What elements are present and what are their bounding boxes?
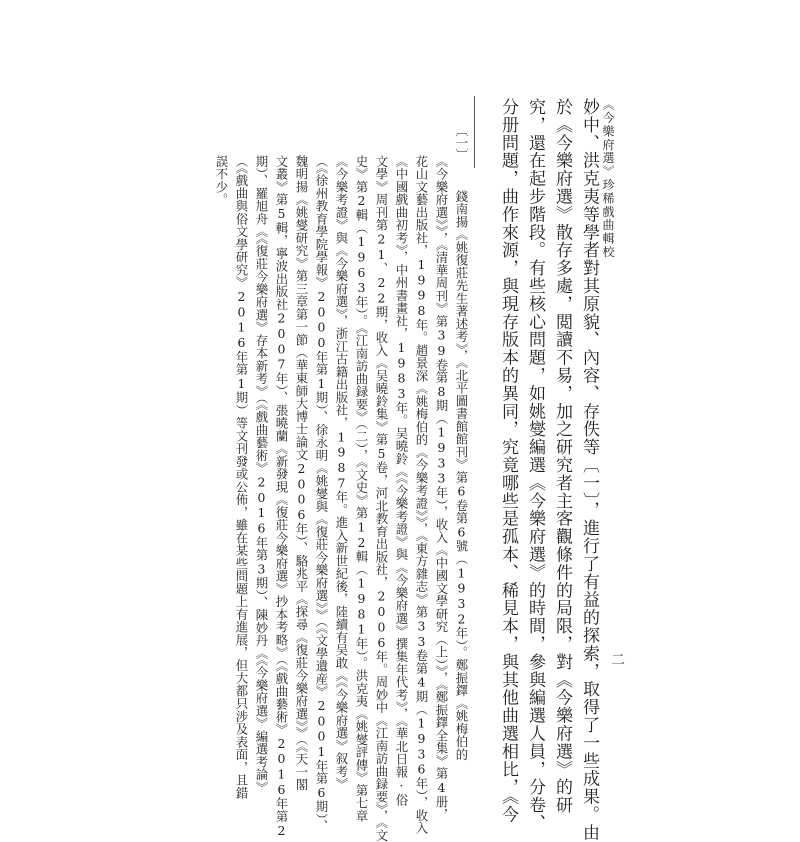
footnote-column: 文學》周刊第21、22期，收入《吴曉鈴集》第5卷，河北教育出版社，2006年。周妙中《江南訪曲録要》，《文 [374, 155, 389, 842]
footnote-column: 花山文藝出版社，1998年。趙景深《姚梅伯的《今樂考證》》，《東方雜志》第33卷第4期（1936年），收入 [414, 155, 429, 835]
footnote-column: 錢南揚《姚復莊先生著述考》，《北平圖書館館刊》第6卷第6號（1932年）。鄭振鐸《姚梅伯的 [454, 190, 469, 761]
footnote-divider [474, 96, 475, 168]
footnote-column: 魏明揚《姚燮研究》第三章第一節（華東師大博士論文2006年）、駱兆平《探尋《復莊今樂府選》》（《天一閣 [294, 155, 309, 791]
footnote-column: 《中國戲曲初考》，中州書畫社，1983年。吴曉鈴《《今樂考證》與《今樂府選》撰集年代考》，《華北日報·俗 [394, 155, 409, 807]
footnote-column: 《今樂府選》》，《清華周刊》第39卷第8期（1933年），收入《中國文學研究（上）》，《鄭振鐸全集》第4册， [434, 155, 449, 821]
footnote-column: 期）、羅旭舟《《復莊今樂府選》存本新考》（《戲曲藝術》2016年第3期）、陳妙丹《《今樂府選》編選考論》 [254, 155, 269, 794]
footnote-column: 史》第2輯（1963年）。《江南訪曲録要》（二），《文史》第12輯（1981年）。洪克夷《姚燮評傳》第七章 [354, 155, 369, 823]
body-column: 於《今樂府選》散存多處，閲讀不易，加之研究者主客觀條件的局限，對《今樂府選》的研 [552, 98, 572, 814]
footnote-marker: 〔一〕 [454, 124, 469, 162]
page-number: 二 [609, 652, 625, 666]
body-column: 妙中、洪克夷等學者對其原貌、內容、存佚等〔一〕，進行了有益的探索，取得了一些成果。由 [579, 98, 599, 842]
footnote-column: （《戲曲與俗文學研究》2016年第1期）等文刊發或公佈，雖在某些問題上有進展，但大都只涉及表面，且錯 [234, 155, 249, 800]
body-column: 究，還在起步階段。有些核心問題，如姚燮編選《今樂府選》的時間，參與編選人員，分卷、 [525, 98, 545, 832]
footnote-column: （《徐州教育學院學報》2000年第1期）、徐永明《姚燮與《復莊今樂府選》》（《文學遺産》2001年第6期）、 [314, 155, 329, 833]
footnote-column: 文叢》第5輯，寧波出版社2007年）、張曉蘭《新發現《復莊今樂府選》抄本考略》（《戲曲藝術》2016年第2 [274, 155, 289, 839]
footnote-column: 誤不少。 [214, 155, 229, 206]
footnote-column: 《今樂考證》與《今樂府選》，浙江古籍出版社，1987年。進入新世紀後，陸續有吴敢《《今樂府選》叙考》 [334, 155, 349, 791]
running-title: 《今樂府選》珍稀戲曲輯校 [601, 98, 615, 259]
body-column: 分册問題，曲作來源，與現存版本的異同，究竟哪些是孤本、稀見本，與其他曲選相比，《今 [498, 98, 518, 824]
